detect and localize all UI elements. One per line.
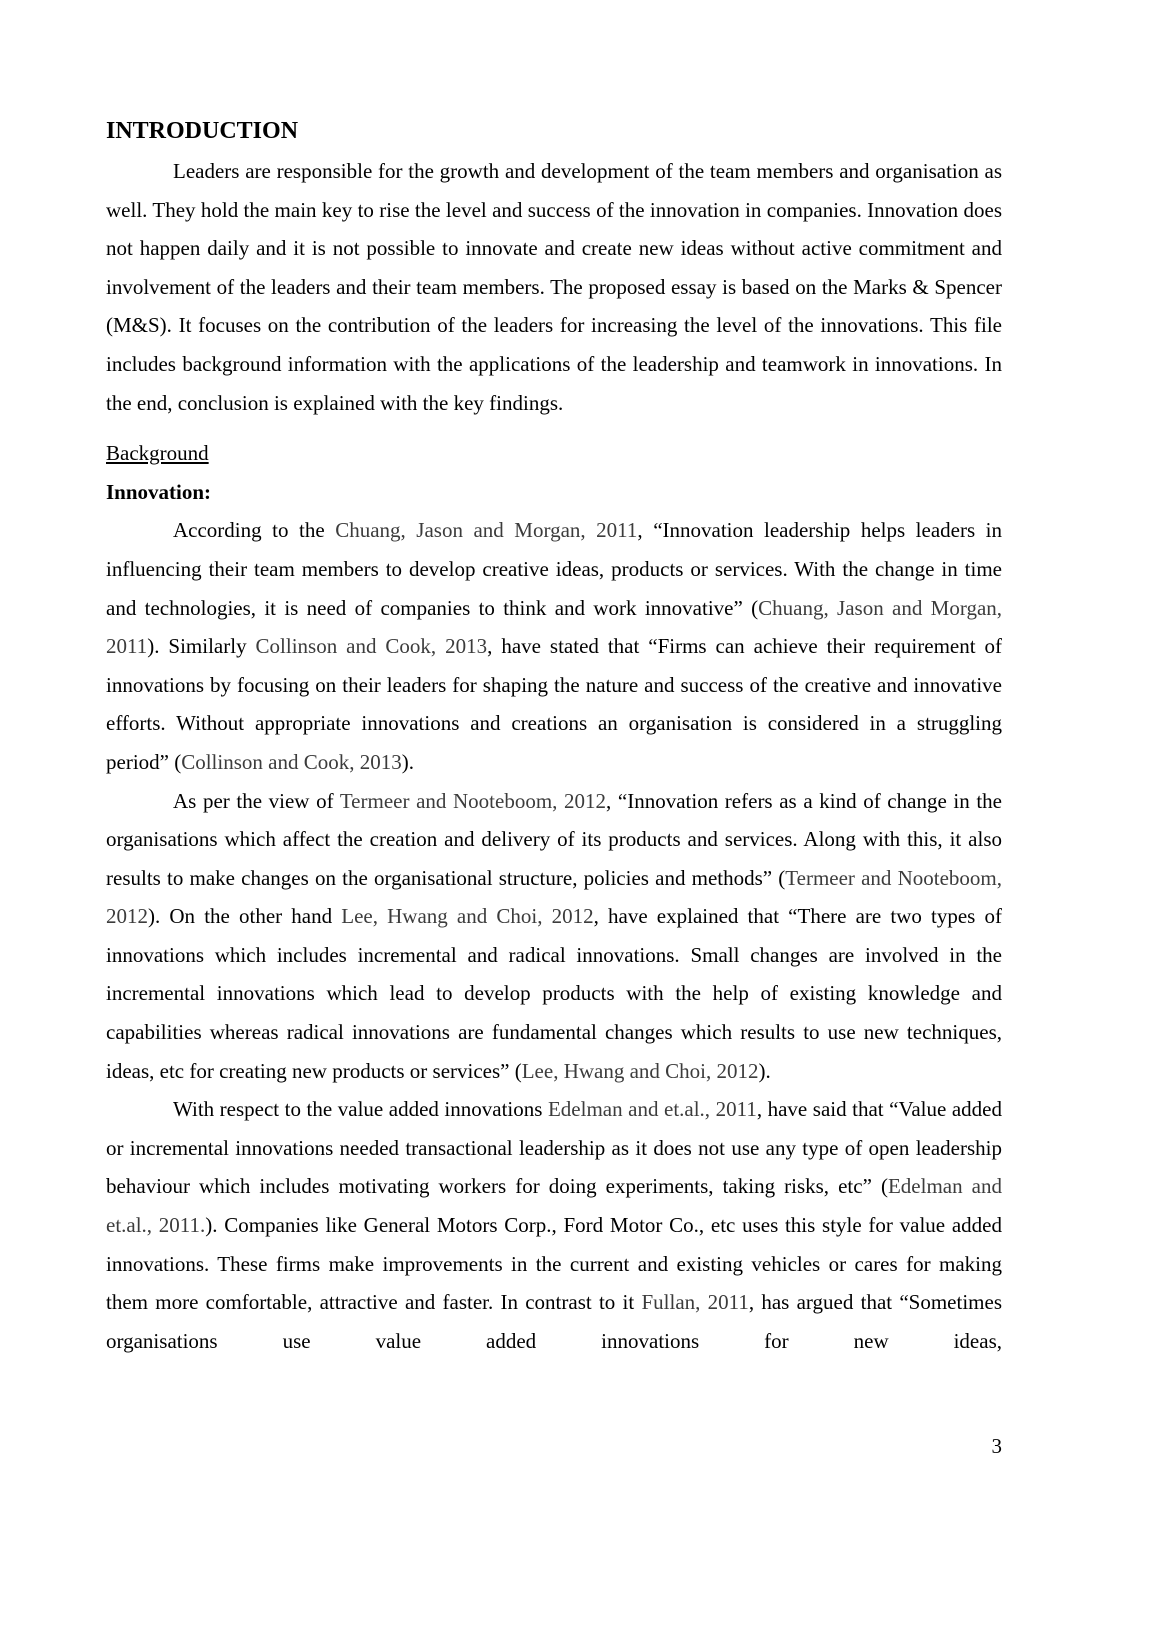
paragraph-text: , have explained that “There are two types of innovations which includes incremental and radical innovations. Small changes are involved in the incremental innovations which lead to develop products with the help of existing knowledge and capabilities whereas radical innovations are fundamental changes which results to use new techniques, ideas, etc for creating new products or services” ( [106, 904, 1002, 1083]
paragraph-text: , “Innovation leadership helps leaders in influencing their team members to develop creative ideas, products or services. With the change in time and technologies, it is need of companies to think and work innovative” ( [106, 518, 1002, 620]
citation: Lee, Hwang and Choi, 2012 [521, 1058, 759, 1083]
paragraph-text: , has argued that “Sometimes organisations use value added innovations for new ideas, [106, 1290, 1002, 1353]
subheading: Background [106, 441, 209, 466]
paragraph-text: ). On the other hand [148, 904, 342, 929]
body-paragraph [106, 782, 1002, 1091]
body-paragraph [106, 511, 1002, 781]
page-number: 3 [991, 1434, 1002, 1458]
body-paragraph [106, 1090, 1002, 1360]
paragraph-text: , “Innovation refers as a kind of change in the organisations which affect the creation and delivery of its products and services. Along with this, it also results to make changes on the organisational structure, policies and methods” ( [106, 788, 1002, 890]
intro-paragraph: Leaders are responsible for the growth and development of the team members and organisation as well. They hold the main key to rise the level and success of the innovation in companies. Innovation does not happen daily and it is not possible to innovate and create new ideas without active commitment and involvement of the leaders and their team members. The proposed essay is based on the Marks & Spencer (M&S). It focuses on the contribution of the leaders for increasing the level of the innovations. This file includes background information with the applications of the leadership and teamwork in innovations. In the end, conclusion is explained with the key findings. [106, 159, 1002, 415]
paragraph-text: ). [401, 749, 414, 774]
paragraph-text: , have said that “Value added or incremental innovations needed transactional leadership as it does not use any type of open leadership behaviour which includes motivating workers for doing experiments, taking risks, etc” ( [106, 1097, 1002, 1199]
citation: Lee, Hwang and Choi, 2012 [341, 904, 594, 929]
citation: Edelman and et.al., 2011. [106, 1174, 1002, 1238]
citation: Termeer and Nooteboom, 2012 [106, 865, 1002, 929]
citation: Chuang, Jason and Morgan, 2011 [106, 595, 1003, 659]
paragraph-text: ). Similarly [147, 634, 256, 659]
paragraph-text: ). Companies like General Motors Corp., Ford Motor Co., etc uses this style for value added innovations. These firms make improvements in the current and existing vehicles or cares for making them more comfortable, attractive and faster. In contrast to it [106, 1213, 1003, 1315]
paragraph-text: With respect to the value added innovations [173, 1097, 548, 1122]
paragraph-text: , have stated that “Firms can achieve their requirement of innovations by focusing on their leaders for shaping the nature and success of the creative and innovative efforts. Without appropriate innovations and creations an organisation is considered in a struggling period” ( [106, 634, 1002, 774]
citation: Fullan, 2011 [641, 1290, 749, 1315]
citation: Chuang, Jason and Morgan, 2011 [335, 518, 638, 543]
paragraph-text: As per the view of [173, 788, 340, 813]
body-paragraphs [106, 511, 1002, 1360]
paragraph-text: ). [758, 1058, 771, 1083]
citation: Collinson and Cook, 2013 [181, 749, 402, 774]
citation: Edelman and et.al., 2011 [547, 1097, 757, 1122]
citation: Termeer and Nooteboom, 2012 [339, 788, 607, 813]
section-title: Innovation: [106, 479, 212, 504]
document-page [106, 114, 1002, 1360]
paragraph-text: According to the [173, 518, 336, 543]
section-heading: INTRODUCTION [106, 118, 299, 144]
citation: Collinson and Cook, 2013 [255, 634, 488, 659]
